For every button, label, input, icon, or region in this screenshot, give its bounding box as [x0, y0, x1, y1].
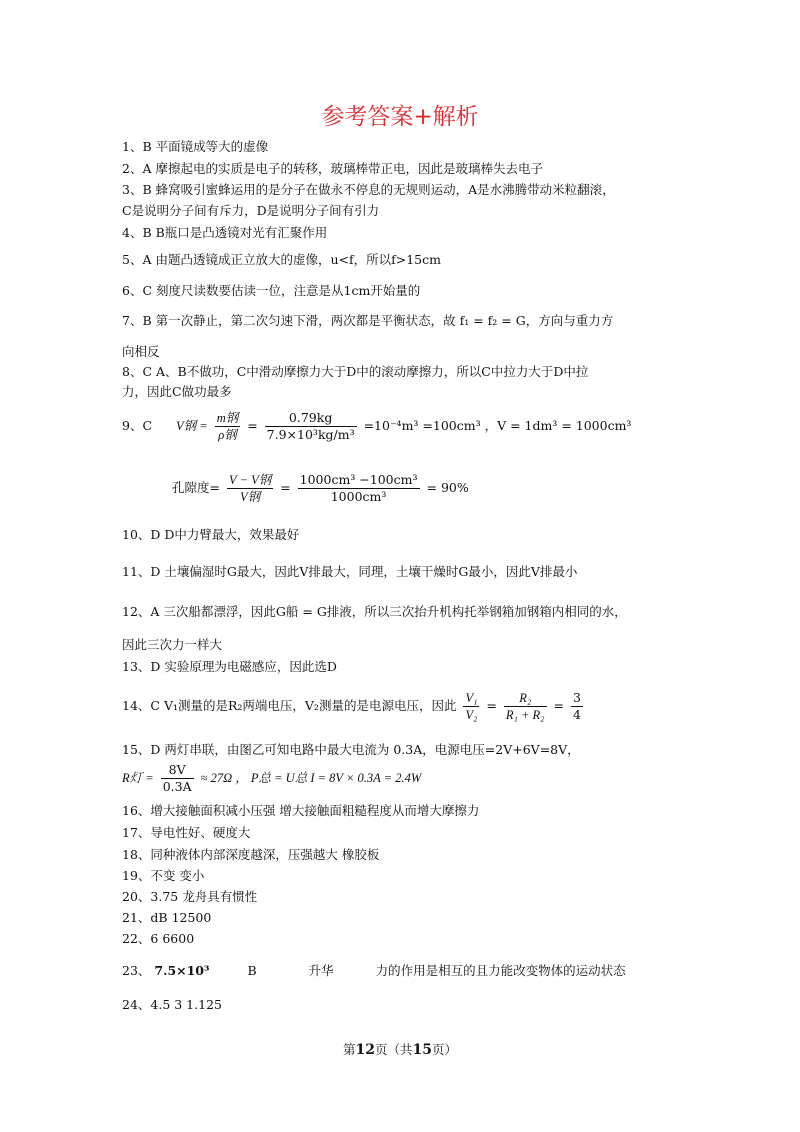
answer-line: 17、导电性好、硬度大	[122, 825, 251, 840]
frac-numerator: 3	[572, 690, 581, 705]
q15-rhs: ≈ 27Ω ， P总 = U总 I = 8V × 0.3A = 2.4W	[200, 771, 422, 785]
frac-denominator: V钢	[240, 490, 261, 504]
answer-line: 24、4.5 3 1.125	[122, 997, 222, 1012]
frac-numerator: V − V钢	[228, 473, 272, 487]
answer-line: 2、A 摩擦起电的实质是电子的转移，玻璃棒带正电，因此是玻璃棒失去电子	[122, 161, 543, 176]
q9-formula	[122, 410, 631, 443]
porosity-label: 孔隙度=	[172, 480, 220, 495]
answer-line: 力，因此C做功最多	[122, 384, 232, 399]
answer-line: 5、A 由题凸透镜成正立放大的虚像，u<f，所以f>15cm	[122, 252, 441, 267]
q23-answer-b: B	[247, 963, 257, 978]
frac-numerator: 8V	[161, 762, 194, 779]
q15-formula	[122, 762, 421, 795]
answer-line: 12、A 三次船都漂浮，因此G船 = G排液，所以三次抬升机构托举钢箱加钢箱内相同的水，	[122, 604, 627, 619]
answer-line: 7、B 第一次静止，第二次匀速下滑，两次都是平衡状态，故 f₁ = f₂ = G，方向与重力方	[122, 313, 614, 328]
q9-frac-values	[265, 410, 357, 443]
q23-line	[122, 962, 626, 980]
answer-line: 13、D 实验原理为电磁感应，因此选D	[122, 659, 337, 674]
frac-numerator: 1000cm³ −100cm³	[299, 472, 418, 487]
q23-number: 23、	[122, 963, 151, 978]
answer-line: 15、D 两灯串联，由图乙可知电路中最大电流为 0.3A，电源电压=2V+6V=8V，	[122, 742, 580, 757]
current-page: 12	[355, 1042, 375, 1058]
q14-text: 14、C V₁测量的是R₂两端电压，V₂测量的是电源电压，因此	[122, 698, 457, 713]
q23-answer-sublimation: 升华	[308, 963, 334, 978]
q14-frac-voltage	[463, 690, 479, 723]
frac-denominator: 0.3A	[162, 779, 192, 794]
footer-post: 页）	[431, 1042, 457, 1057]
answer-line: C是说明分子间有斥力，D是说明分子间有引力	[122, 203, 380, 218]
answer-line: 1、B 平面镜成等大的虚像	[122, 139, 269, 154]
footer-mid: 页（共	[374, 1042, 413, 1057]
footer-pre: 第	[342, 1042, 356, 1057]
page-title: 参考答案+解析	[321, 104, 479, 130]
answer-line: 3、B 蜂窝吸引蜜蜂运用的是分子在做永不停息的无规则运动，A是水沸腾带动米粒翻滚，	[122, 182, 615, 197]
answer-line: 11、D 土壤偏湿时G最大，因此V排最大，同理，土壤干燥时G最小，因此V排最小	[122, 564, 578, 579]
equals-sign: =	[280, 480, 291, 495]
q9-lhs: V钢 =	[176, 419, 208, 433]
q9-label: 9、C	[122, 418, 153, 433]
porosity-result: = 90%	[426, 480, 469, 495]
answer-line: 20、3.75 龙舟具有惯性	[122, 889, 258, 904]
frac-numerator: 0.79kg	[265, 410, 357, 427]
q15-lhs: R灯 =	[122, 771, 154, 785]
porosity-frac-symbolic	[227, 472, 273, 505]
frac-numerator: R₂	[504, 690, 547, 707]
answer-line: 19、不变 变小	[122, 868, 205, 883]
answer-line: 6、C 刻度尺读数要估读一位，注意是从1cm开始量的	[122, 283, 421, 298]
porosity-frac-values	[298, 472, 420, 505]
page-footer	[0, 1040, 800, 1058]
q14-frac-resistance	[504, 690, 547, 723]
frac-denominator: V₂	[465, 708, 478, 722]
answer-line: 向相反	[122, 344, 160, 359]
q15-frac	[161, 762, 194, 795]
frac-numerator: V₁	[465, 691, 478, 705]
frac-denominator: 4	[572, 707, 581, 722]
frac-denominator: R₁ + R₂	[505, 708, 545, 722]
equals-sign: =	[247, 418, 258, 433]
answer-line: 8、C A、B不做功，C中滑动摩擦力大于D中的滚动摩擦力，所以C中拉力大于D中拉	[122, 364, 589, 379]
answer-line: 16、增大接触面积减小压强 增大接触面粗糙程度从而增大摩擦力	[122, 803, 480, 818]
total-pages: 15	[412, 1042, 432, 1058]
answer-line: 10、D D中力臂最大，效果最好	[122, 527, 300, 542]
frac-denominator: 1000cm³	[330, 489, 387, 504]
answer-line: 因此三次力一样大	[122, 637, 223, 652]
q23-answer-force: 力的作用是相互的且力能改变物体的运动状态	[375, 963, 626, 978]
answer-line: 4、B B瓶口是凸透镜对光有汇聚作用	[122, 225, 328, 240]
answer-line: 18、同种液体内部深度越深，压强越大 橡胶板	[122, 847, 380, 862]
q23-value: 7.5×10³	[154, 963, 210, 978]
frac-denominator: ρ钢	[218, 428, 237, 442]
frac-denominator: 7.9×10³kg/m³	[266, 427, 355, 442]
answer-line: 22、6 6600	[122, 931, 195, 946]
frac-numerator: m钢	[216, 411, 239, 425]
q9-porosity	[172, 472, 469, 505]
answer-line: 21、dB 12500	[122, 910, 212, 925]
q14-line	[122, 690, 586, 723]
q14-frac-result	[571, 690, 583, 723]
equals-sign: =	[553, 698, 564, 713]
q9-frac-mass-density	[215, 410, 241, 443]
q9-rhs: =10⁻⁴m³ =100cm³ ，V = 1dm³ = 1000cm³	[363, 418, 632, 433]
equals-sign: =	[486, 698, 497, 713]
